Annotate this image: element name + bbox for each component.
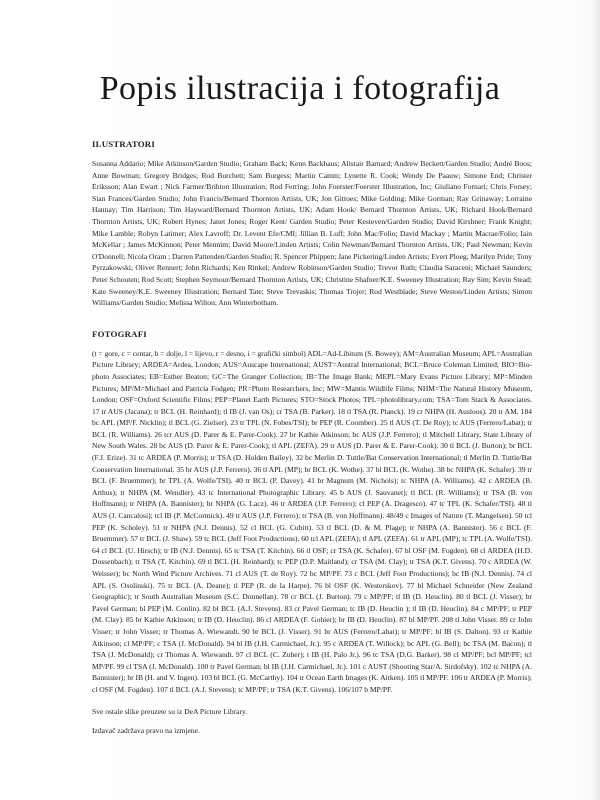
page-title: Popis ilustracija i fotografija xyxy=(99,70,501,107)
photographers-heading: FOTOGRAFI xyxy=(92,328,147,339)
illustrators-heading: ILUSTRATORI xyxy=(92,139,155,149)
page-edge-shadow xyxy=(592,0,600,800)
photographers-section xyxy=(92,329,532,696)
illustrators-section xyxy=(92,139,532,309)
rights-note: Izdavač zadržava pravo na izmjene. xyxy=(92,726,200,736)
other-images-note: Sve ostale slike preuzete su iz DeA Picture Library. xyxy=(92,706,248,716)
credits-content xyxy=(92,139,532,737)
photographers-credits: (t = gore, c = centar, b = dolje, l = lijevo, r = desno, i = grafički simbol) ADL=Ad-Libitum (S. Bowey); AM=Australian Museum; APL=Australian Picture Library; ARDEA=Ardea, London; AUS=Auscape International; AUST=Austral International; BCL=Bruce Coleman Limited; BIO=Bio-photo Associates; EB=Esther Beaton; GC=The Granger Collection; IB=The Image Bank; MEPL=Mary Evans Picture Library; MP=Minden Pictures; MP/M=Michael and Patricia Fodgen; PR=Photo Researchers, Inc; MW=Mantis Wildlife Films; NHM=The Natural History Museum, London; OSF=Oxford Scientific Films; PEP=Planet Earth Pictures; STO=Stock Photos; TPL=photolibrary.com; TSA=Tom Stack & Associates. 17 tr AUS (Jacana); tr BCL (H. Reinhard); tl IB (J. van Os); cr TSA (B. Parker). 18 tl TSA (R. Planck). 19 cr NHPA (H. Ausloos). 20 tr AM. 184 bc APL (MP/F. Nicklin); tl BCL (G. Zielser). 23 tr TPL (N. Fobes/TSI); br PEP (R. Coomber). 25 tl AUS (T. De Roy); tc AUS (Ferrero/Labat); tr BCL (R. Williams). 26 tcr AUS (D. Parer & E. Parer-Cook). 27 br Kathie Atkinson; bc AUS (J.P. Ferrero); tl Mitchell Library, State Library of New South Wales. 28 bc AUS (D. Parer & E. Parer-Cook); tl APL (ZEFA). 29 tr AUS (D. Parer & E. Parer-Cook). 30 tl BCL (J. Burton); br BCL (F.J. Erize). 31 tc ARDEA (P. Morris); tr TSA (D. Holden Bailey). 32 bc Merlin D. Tuttle/Bat Conservation International; tl Merlin D. Tuttle/Bat Conservation International. 35 br AUS (J.P. Ferrero). 36 tl APL (MP); br BCL (K. Wothe). 37 bl BCL (K. Wothe). 38 bc NHPA (K. Schafer). 39 tr BCL (F. Bruemmer); br TPL (A. Wolfe/TSI). 40 tr BCL (P. Davey). 41 br Magnum (M. Nichols); tc NHPA (A. Williams). 42 c ARDEA (B. Arthus); tr NHPA (M. Wendler). 43 tc International Photographic Library. 45 b AUS (J. Sauvanet); tl BCL (R. Williams); tr TSA (B. von Hoffmann); tr NHPA (A. Bannister); br NHPA (G. Lacz). 46 tr ARDEA (J.P. Ferrero); cl PEP (A. Dragesco). 47 tc TPL (K. Schafer/TSI). 48 tl AUS (J. Cancalosi); tcl IB (P. McCormick). 49 tr AUS (J.P. Ferrero); tr TSA (B. von Hoffmann). 48/49 c Images of Nature (T. Mangelsen). 50 tcl PEP (K. Scholey). 51 tr NHPA (N.J. Dennis). 52 cl BCL (G. Cubitt). 53 tl BCL (D. & M. Plage); tr NHPA (A. Bannister). 56 c BCL (F. Bruemmer). 57 tr BCL (J. Shaw). 59 tc BCL (Jeff Foot Productions). 60 tcl APL (ZEFA); tl APL (ZEFA). 61 tr APL (MP); tc TPL (A. Wolfe/TSI). 64 cl BCL (U. Hirsch); tr IB (N.J. Dennis). 65 tc TSA (T. Kitchin). 66 tl OSF; cr TSA (K. Schafer). 67 bl OSF (M. Fogden). 68 cl ARDEA (H.D. Dossenbach); tr TSA (T. Kitchin). 69 tl BCL (H. Reinhard); tc PEP (D.P. Maitland); cr TSA (M. Clay); tr TSA (K.T. Givens). 70 c ARDEA (W. Weisser); bc North Wind Picture Archives. 71 cl AUS (T. de Roy). 72 bc MP/PF. 73 c BCL (Jeff Foot Productions); bc IB (N.J. Dennis). 74 cl APL (S. Osolinski). 75 tr BCL (A. Deane); tl PEP (R. de la Harpe). 76 bl OSF (K. Westerskov). 77 bl Michael Schneider (New Zealand Geographic); tr South Australian Museum (S.C. Donnellan). 78 cr BCL (J. Burton). 79 c MP/PF; tl IB (D. Heuclin). 80 tl BCL (J. Visser); br Pavel German; bl PEP (M. Conlin). 82 bl BCL (A.J. Stevens). 83 cr Pavel German; tc IB (D. Heuclin ); tl IB (D. Heuclin). 84 c MP/PF; tr PEP (M. Clay). 85 br Kathie Atkinson; tr IB (D. Heuclin). 86 cl ARDEA (F. Gohier); br IB (D. Heuclin). 87 bl MP/PF. 208 tl John Visser. 89 cr John Visser; tr John Visser; tr Thomas A. Wiewandt. 90 br BCL (J. Visser). 91 br AUS (Ferrero/Labat); tr MP/PF; bl IB (S. Dalton). 93 cr Kathie Atkinson; cl MP/PF; c TSA (J. McDonald). 94 bl IB (J.H. Carmichael, Jr.). 95 c ARDEA (T. Willock); bc APL (G. Bell); bc TSA (M. Bacon); tl TSA (J. McDonald); cr Thomas A. Wiewandt. 97 cl BCL (C. Zuber); t IB (H. Palo Jr.). 96 tc TSA (D.G. Barker). 98 cl MP/PF; bcl MP/PF; tcl MP/PF. 99 cl TSA (J. McDonald). 100 tr Pavel German; bl IB (J.H. Carmichael, Jr.). 101 c AUST (Shooting Star/A. Sirdofsky). 102 tc NHPA (A. Bannister); br IB (H. and V. Ingen). 103 bl BCL (G. McCarthy). 104 tr Ocean Earth Images (K. Aitken). 105 tl MP/PF. 106 tr ARDEA (P. Morris); cl OSF (M. Fogden). 107 tl BCL (A.J. Stevens); tc MP/PF; tr TSA (K.T. Givens). 106/107 b MP/PF. xyxy=(92,348,532,694)
illustrators-list: Susanna Addario; Mike Atkinson/Garden Studio; Graham Back; Kenn Backhaus; Alistair Barnard; Andrew Beckett/Garden Studio; André Boos; Anne Bowman; Gregory Bridges; Rod Burchett; Sam Burgess; Martin Camm; Lynette R. Cook; Wendy De Paauw; Simone End; Christer Eriksson; Alan Ewart ; Nick Farmer/Brihton Illustration; Rod Ferring; John Foerster/Foerster Illustration, Inc; Giuliano Fornari; Chris Forsey; Sian Frances/Garden Studio; John Francis/Bernard Thornton Artists, UK; Jon Gittoes; Mike Golding; Mike Gorman; Ray Grinaway; Lorraine Hannay; Tim Harrison; Tim Hayward/Bernard Thornton Artists, UK; Adam Hook/ Bernard Thornton Artists, UK; Richard Hook/Bernard Thornton Artists, UK; Robert Hynes; Janet Jones; Roger Kent/ Garden Studio; Peter Kesteven/Garden Studio; David Kirshner; Frank Knight; Mike Lamble; Robyn Latimer; Alex Lavroff; Dr. Levent Efe/CMI; Jillian B. Luff; John Mac/Folio; David Mackay ; Martin Macrae/Folio; Iain McKellar ; James McKinnon; Peter Mennim; David Moore/Linden Artists; Colin Newman/Bernard Thornton Artists, UK; Paul Newman; Kevin O'Donnell; Nicola Oram ; Darren Pattenden/Garden Studio; R. Spencer Phippen; Jane Pickering/Linden Artists; Evert Ploeg; Marilyn Pride; Tony Pyrzakowski; Oliver Rennert; John Richards; Ken Rinkel; Andrew Robinson/Garden Studio; Trevor Ruth; Claudia Saraceni; Michael Saunders; Peter Schouten; Rod Scott; Stephen Seymour/Bernard Thornton Artists, UK; Christine Shafner/K.E. Sweeney Illustration; Ray Sim; Kevin Stead; Kate Sweeney/K.E. Sweeney Illustration; Bernard Tate; Steve Trevaskis; Thomas Trojer; Rod Westblade; Steve Weston/Linden Artists; Simon Williams/Garden Studio; Melissa Wilton; Ann Winterbotham. xyxy=(92,159,532,308)
